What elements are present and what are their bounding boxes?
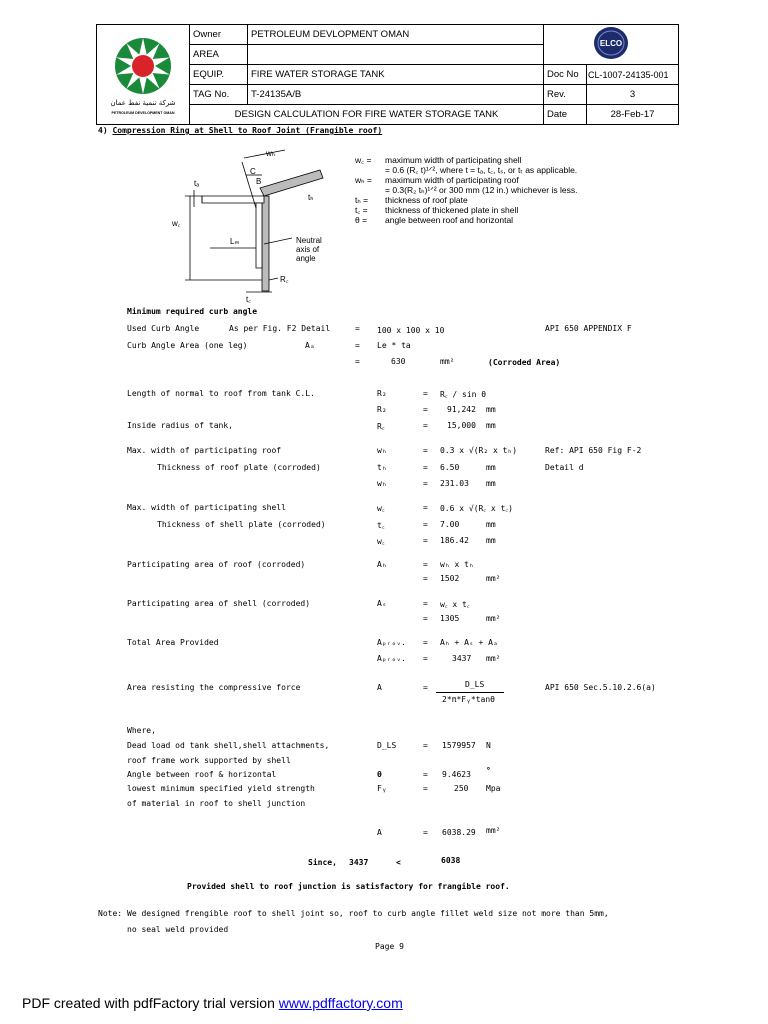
- yield-line-1: lowest minimum specified yield strength: [127, 784, 315, 793]
- doc-label: Doc No: [544, 65, 587, 85]
- wc-value: 186.42: [440, 536, 469, 545]
- used-curb-eq: =: [355, 324, 360, 333]
- a-sym: A: [377, 683, 382, 692]
- legend-text-1: = 0.6 (R꜀ t)¹ᐟ², where t = tₐ, t꜀, tₛ, or tₜ as applicable.: [385, 165, 578, 175]
- fig-label-tc: t꜀: [246, 295, 251, 304]
- fig-label-rc: R꜀: [280, 275, 289, 284]
- tc-value: 7.00: [440, 520, 460, 529]
- area-sym: Aₐ: [305, 341, 315, 350]
- length-label: Length of normal to roof from tank C.L.: [127, 389, 315, 398]
- since-right: 6038: [441, 856, 461, 865]
- company-english-name: PETROLEUM DEVELOPMENT OMAN: [111, 110, 175, 115]
- as-formula: w꜀ x t꜀: [440, 600, 470, 609]
- since-label: Since,: [308, 858, 337, 867]
- equip-label: EQUIP.: [190, 65, 248, 85]
- elco-logo-icon: [591, 25, 631, 61]
- dead-load-line-1: Dead load od tank shell,shell attachments,: [127, 741, 330, 750]
- aprov-formula: Aₕ + Aₛ + Aₐ: [440, 638, 498, 647]
- owner-value: PETROLEUM DEVLOPMENT OMAN: [248, 25, 544, 45]
- elco-logo-text: ELCO: [599, 39, 623, 48]
- tc-sym: t꜀: [377, 521, 385, 530]
- conclusion: Provided shell to roof junction is satisfactory for frangible roof.: [187, 882, 510, 891]
- fig-label-ta: tₐ: [194, 179, 200, 188]
- legend-text-2: maximum width of participating roof: [385, 175, 519, 185]
- wc-formula: 0.6 x √(R꜀ x t꜀): [440, 504, 513, 513]
- r2-sym: R₂: [377, 389, 387, 398]
- fig-label-c: C: [250, 167, 256, 176]
- dls-unit: N: [486, 741, 491, 750]
- dead-load-line-2: roof frame work supported by shell: [127, 756, 291, 765]
- section-heading: [98, 126, 382, 135]
- r2-formula: R꜀ / sin θ: [440, 390, 487, 399]
- fig-neutral-3: angle: [296, 254, 316, 263]
- fig-label-wh: wₕ: [266, 149, 276, 158]
- compression-ring-figure: [160, 140, 350, 305]
- as-sym: Aₛ: [377, 599, 387, 608]
- tc-unit: mm: [486, 520, 496, 529]
- area-value: 630: [391, 357, 406, 366]
- date-label: Date: [544, 105, 587, 125]
- since-left: 3437: [349, 858, 369, 867]
- wh-sym: wₕ: [377, 446, 387, 455]
- pdffactory-link[interactable]: www.pdffactory.com: [278, 995, 403, 1011]
- fig-neutral-2: axis of: [296, 245, 320, 254]
- legend-sym-2: wₕ =: [355, 175, 372, 185]
- a-numerator: D_LS: [465, 680, 485, 689]
- fy-unit: Mpa: [486, 784, 501, 793]
- doc-value: CL-1007-24135-001: [587, 65, 679, 85]
- legend-text-3: = 0.3(R₂ tₕ)¹ᐟ² or 300 mm (12 in.) whichever is less.: [385, 185, 578, 195]
- used-curb-label: Used Curb Angle: [127, 324, 200, 333]
- equip-value: FIRE WATER STORAGE TANK: [248, 65, 544, 85]
- yield-line-2: of material in roof to shell junction: [127, 799, 306, 808]
- wh-unit: mm: [486, 479, 496, 488]
- where-label: Where,: [127, 726, 156, 735]
- wc-sym: w꜀: [377, 504, 385, 513]
- footer-text: PDF created with pdfFactory trial version: [22, 995, 279, 1011]
- th-label: Thickness of roof plate (corroded): [157, 463, 321, 472]
- a-ref: API 650 Sec.5.10.2.6(a): [545, 683, 656, 692]
- fig-label-lm: Lₘ: [230, 237, 240, 246]
- header-table: [96, 24, 679, 125]
- as-value: 1305: [440, 614, 460, 623]
- theta-unit: °: [486, 766, 491, 775]
- wh-formula: 0.3 x √(R₂ x tₕ): [440, 446, 518, 455]
- fig-neutral-1: Neutral: [296, 236, 322, 245]
- owner-label: Owner: [190, 25, 248, 45]
- area-label: AREA: [190, 45, 248, 65]
- ah-label: Participating area of roof (corroded): [127, 560, 306, 569]
- th-value: 6.50: [440, 463, 460, 472]
- figure-legend: [355, 155, 577, 225]
- as-label: Participating area of shell (corroded): [127, 599, 311, 608]
- rev-value: 3: [587, 85, 679, 105]
- a-unit: mm²: [486, 826, 501, 835]
- area-formula: Le * ta: [377, 341, 411, 350]
- tag-label: TAG No.: [190, 85, 248, 105]
- rc-unit: mm: [486, 421, 496, 430]
- company-logo-cell: [97, 25, 190, 125]
- rc-value: 15,000: [447, 421, 476, 430]
- since-op: <: [396, 858, 401, 867]
- used-curb-note: API 650 APPENDIX F: [545, 324, 632, 333]
- area-label: Curb Angle Area (one leg): [127, 341, 248, 350]
- ah-unit: mm²: [486, 574, 501, 583]
- legend-sym-0: w꜀ =: [355, 155, 372, 165]
- aprov-value: 3437: [452, 654, 472, 663]
- company-arabic-name: شركة تنمية نفط عمان: [110, 98, 176, 107]
- section-number: 4): [98, 126, 108, 135]
- rc-sym: R꜀: [377, 422, 385, 431]
- radius-label: Inside radius of tank,: [127, 421, 233, 430]
- aprov-unit: mm²: [486, 654, 501, 663]
- wc-label: Max. width of participating shell: [127, 503, 286, 512]
- angle-label: Angle between roof & horizontal: [127, 770, 277, 779]
- r2-unit: mm: [486, 405, 496, 414]
- date-value: 28-Feb-17: [587, 105, 679, 125]
- used-curb-ref: As per Fig. F2 Detail: [229, 324, 331, 333]
- document-title: DESIGN CALCULATION FOR FIRE WATER STORAGE TANK: [190, 105, 544, 125]
- total-label: Total Area Provided: [127, 638, 219, 647]
- fy-value: 250: [454, 784, 469, 793]
- wh-ref: Ref: API 650 Fig F-2: [545, 446, 642, 455]
- section-title: Compression Ring at Shell to Roof Joint (Frangible roof): [112, 126, 383, 135]
- ah-formula: wₕ x tₕ: [440, 560, 474, 569]
- used-curb-value: 100 x 100 x 10: [377, 326, 445, 335]
- th-unit: mm: [486, 463, 496, 472]
- legend-sym-6: θ =: [355, 215, 368, 225]
- area-unit: mm²: [440, 357, 455, 366]
- fraction-bar: [436, 692, 504, 693]
- rev-label: Rev.: [544, 85, 587, 105]
- legend-text-6: angle between roof and horizontal: [385, 215, 514, 225]
- wh-label: Max. width of participating roof: [127, 446, 282, 455]
- fig-label-th: tₕ: [308, 193, 314, 202]
- wc-unit: mm: [486, 536, 496, 545]
- note-line-1: We designed frengible roof to shell joint so, roof to curb angle fillet weld size not more than 5mm,: [127, 909, 609, 918]
- note-line-2: no seal weld provided: [127, 925, 229, 934]
- legend-text-5: thickness of thickened plate in shell: [385, 205, 519, 215]
- as-unit: mm²: [486, 614, 501, 623]
- ah-value: 1502: [440, 574, 460, 583]
- theta-value: 9.4623: [442, 770, 471, 779]
- fig-label-wc: w꜀: [172, 219, 181, 228]
- dls-sym: D_LS: [377, 741, 397, 750]
- aprov-sym: Aₚᵣₒᵥ.: [377, 638, 406, 647]
- page-number: Page 9: [375, 942, 404, 951]
- pdf-footer: [22, 995, 403, 1011]
- legend-sym-4: tₕ =: [355, 195, 369, 205]
- wh-value: 231.03: [440, 479, 469, 488]
- theta-sym: θ: [377, 770, 382, 779]
- client-logo-cell: [544, 25, 679, 65]
- ah-sym: Aₕ: [377, 560, 387, 569]
- resist-label: Area resisting the compressive force: [127, 683, 301, 692]
- tc-label: Thickness of shell plate (corroded): [157, 520, 326, 529]
- min-curb-heading: Minimum required curb angle: [127, 307, 258, 316]
- legend-sym-5: t꜀ =: [355, 205, 368, 215]
- area-value: [248, 45, 544, 65]
- legend-text-4: thickness of roof plate: [385, 195, 468, 205]
- legend-text-0: maximum width of participating shell: [385, 155, 522, 165]
- r2-value: 91,242: [447, 405, 476, 414]
- a-value: 6038.29: [442, 828, 476, 837]
- fig-label-b: B: [256, 177, 262, 186]
- pdo-logo-icon: [97, 26, 190, 121]
- th-ref: Detail d: [545, 463, 584, 472]
- th-sym: tₕ: [377, 463, 387, 472]
- area-note: (Corroded Area): [488, 358, 561, 367]
- dls-value: 1579957: [442, 741, 476, 750]
- note-label: Note:: [98, 909, 123, 918]
- legend-sym-1: [355, 165, 385, 175]
- a-denominator: 2*π*Fᵧ*tanθ: [442, 695, 495, 704]
- tag-value: T-24135A/B: [248, 85, 544, 105]
- fy-sym: Fᵧ: [377, 784, 387, 793]
- legend-sym-3: [355, 185, 385, 195]
